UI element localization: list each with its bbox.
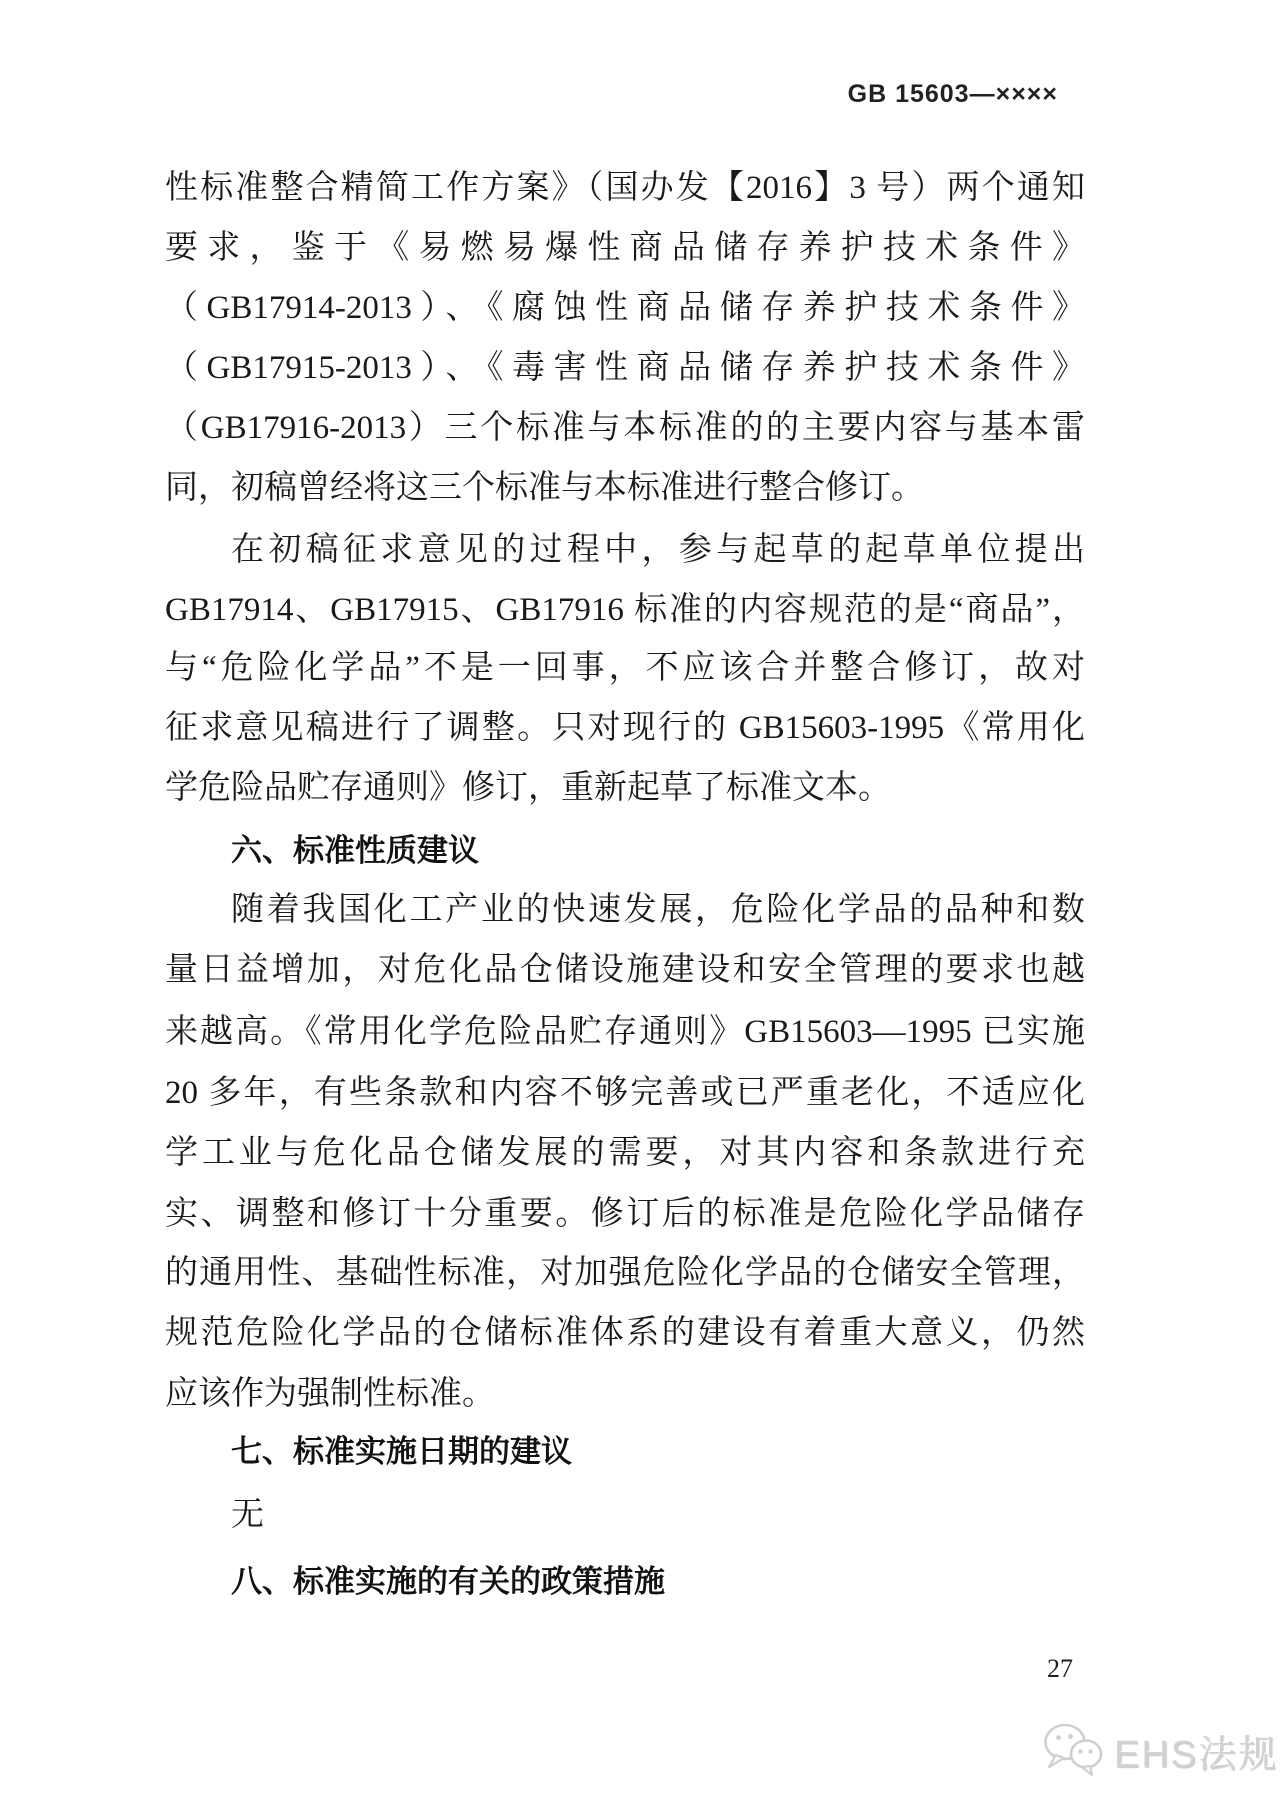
body-line: 量日益增加，对危化品仓储设施建设和安全管理的要求也越 [165,952,1085,988]
body-line: 征求意见稿进行了调整。只对现行的 GB15603-1995《常用化 [165,710,1085,746]
body-line: （GB17916-2013）三个标准与本标准的的主要内容与基本雷 [165,410,1085,446]
body-line: 来越高。《常用化学危险品贮存通则》GB15603—1995 已实施 [165,1014,1085,1050]
body-line: 随着我国化工产业的快速发展，危险化学品的品种和数 [231,892,1085,928]
body-line: 的通用性、基础性标准，对加强危险化学品的仓储安全管理， [165,1255,1085,1291]
body-line: 应该作为强制性标准。 [165,1376,495,1412]
body-line: 在初稿征求意见的过程中，参与起草的起草单位提出 [231,532,1085,568]
body-line: 性标准整合精简工作方案》（国办发【2016】3 号）两个通知 [165,170,1085,206]
body-line: （GB17914-2013）、《腐蚀性商品储存养护技术条件》 [165,290,1085,326]
watermark-label: EHS法规 [1114,1733,1279,1776]
body-line: （GB17915-2013）、《毒害性商品储存养护技术条件》 [165,350,1085,386]
body-line: 学危险品贮存通则》修订，重新起草了标准文本。 [165,770,891,806]
section-heading-6: 六、标准性质建议 [231,833,479,868]
body-line: 规范危险化学品的仓储标准体系的建设有着重大意义，仍然 [165,1315,1085,1351]
body-line: 学工业与危化品仓储发展的需要，对其内容和条款进行充 [165,1135,1085,1171]
body-line: 20 多年，有些条款和内容不够完善或已严重老化，不适应化 [165,1075,1085,1111]
section-heading-7: 七、标准实施日期的建议 [231,1434,572,1469]
wechat-icon [1042,1722,1108,1778]
watermark [1042,1722,1278,1778]
body-line: 与“危险化学品”不是一回事，不应该合并整合修订，故对 [165,650,1085,686]
body-line: 实、调整和修订十分重要。修订后的标准是危险化学品储存 [165,1196,1085,1232]
body-line: 同，初稿曾经将这三个标准与本标准进行整合修订。 [165,470,924,506]
body-line: GB17914、GB17915、GB17916 标准的内容规范的是“商品”， [165,592,1085,628]
page-number: 27 [1047,1654,1073,1683]
doc-code-header: GB 15603—×××× [847,80,1058,108]
body-line: 要求，鉴于《易燃易爆性商品储存养护技术条件》 [165,230,1085,266]
section-heading-8: 八、标准实施的有关的政策措施 [231,1564,665,1599]
section-7-body: 无 [231,1497,264,1533]
